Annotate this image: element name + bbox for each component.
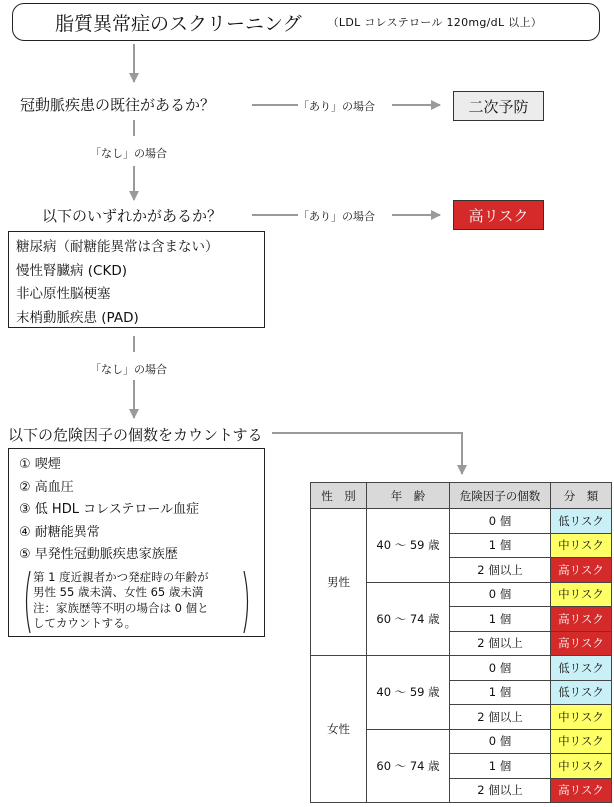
cell-count: 1 個 (450, 533, 551, 558)
cell-count: 1 個 (450, 607, 551, 632)
note-line: 第 1 度近親者かつ発症時の年齢が (33, 569, 209, 584)
result-high-risk: 高リスク (453, 200, 544, 230)
condition-item: 末梢動脈疾患 (PAD) (16, 309, 139, 326)
risk-classification-table (310, 482, 612, 803)
cell-count: 1 個 (450, 680, 551, 705)
q1-yes-label: 「あり」の場合 (298, 100, 375, 113)
cell-count: 0 個 (450, 656, 551, 681)
condition-item: 非心原性脳梗塞 (16, 286, 111, 302)
cell-count: 0 個 (450, 729, 551, 754)
cell-risk: 中リスク (551, 754, 612, 779)
risk-factor-item: ③ 低 HDL コレステロール血症 (19, 502, 200, 517)
cell-count: 2 個以上 (450, 705, 551, 730)
note-text (33, 570, 209, 632)
cell-sex: 女性 (311, 656, 367, 803)
risk-factors-box (8, 448, 265, 637)
cell-count: 2 個以上 (450, 558, 551, 583)
note-block (23, 569, 251, 635)
question-1: 冠動脈疾患の既往があるか？ (20, 96, 216, 114)
condition-item: 慢性腎臓病 (CKD) (16, 262, 127, 279)
cell-age: 40 〜 59 歳 (367, 509, 450, 583)
header-category: 分 類 (551, 483, 612, 509)
cell-risk: 中リスク (551, 705, 612, 730)
cell-count: 0 個 (450, 582, 551, 607)
cell-risk: 中リスク (551, 729, 612, 754)
table-header-row (311, 483, 612, 509)
no-label-1: 「なし」の場合 (90, 147, 167, 160)
cell-risk: 高リスク (551, 558, 612, 583)
cell-age: 60 〜 74 歳 (367, 729, 450, 803)
cell-age: 60 〜 74 歳 (367, 582, 450, 656)
risk-factor-item: ⑤ 早発性冠動脈疾患家族歴 (19, 547, 178, 562)
cell-age: 40 〜 59 歳 (367, 656, 450, 730)
cell-count: 2 個以上 (450, 631, 551, 656)
risk-factor-item: ① 喫煙 (19, 457, 61, 472)
table-body (311, 509, 612, 803)
cell-risk: 高リスク (551, 631, 612, 656)
cell-count: 0 個 (450, 509, 551, 534)
risk-factor-item: ④ 耐糖能異常 (19, 524, 100, 540)
condition-item: 糖尿病（耐糖能異常は含まない） (16, 239, 219, 255)
title-sub: （LDL コレステロール 120mg/dL 以上） (327, 16, 543, 29)
cell-risk: 中リスク (551, 533, 612, 558)
note-line: してカウントする。 (33, 616, 137, 630)
note-line: 男性 55 歳未満、女性 65 歳未満 (33, 585, 204, 599)
no-label-2: 「なし」の場合 (90, 363, 167, 376)
cell-count: 1 個 (450, 754, 551, 779)
table-row (311, 656, 612, 681)
arrow-q3-to-table (272, 433, 462, 474)
cell-risk: 低リスク (551, 656, 612, 681)
header-age: 年 齢 (367, 483, 450, 509)
header-sex: 性 別 (311, 483, 367, 509)
cell-risk: 高リスク (551, 607, 612, 632)
risk-factor-item: ② 高血圧 (19, 479, 74, 495)
cell-risk: 低リスク (551, 680, 612, 705)
conditions-box (8, 231, 265, 328)
header-count: 危険因子の個数 (450, 483, 551, 509)
cell-sex: 男性 (311, 509, 367, 656)
title-main: 脂質異常症のスクリーニング (55, 12, 302, 35)
cell-risk: 中リスク (551, 582, 612, 607)
cell-risk: 高リスク (551, 778, 612, 803)
q2-yes-label: 「あり」の場合 (298, 210, 375, 223)
result-secondary-prevention: 二次予防 (453, 91, 544, 121)
note-line: 注：家族歴等不明の場合は 0 個と (33, 600, 209, 615)
cell-risk: 低リスク (551, 509, 612, 534)
table-row (311, 509, 612, 534)
cell-count: 2 個以上 (450, 778, 551, 803)
question-3: 以下の危険因子の個数をカウントする (8, 426, 263, 444)
question-2: 以下のいずれかがあるか？ (42, 207, 223, 225)
